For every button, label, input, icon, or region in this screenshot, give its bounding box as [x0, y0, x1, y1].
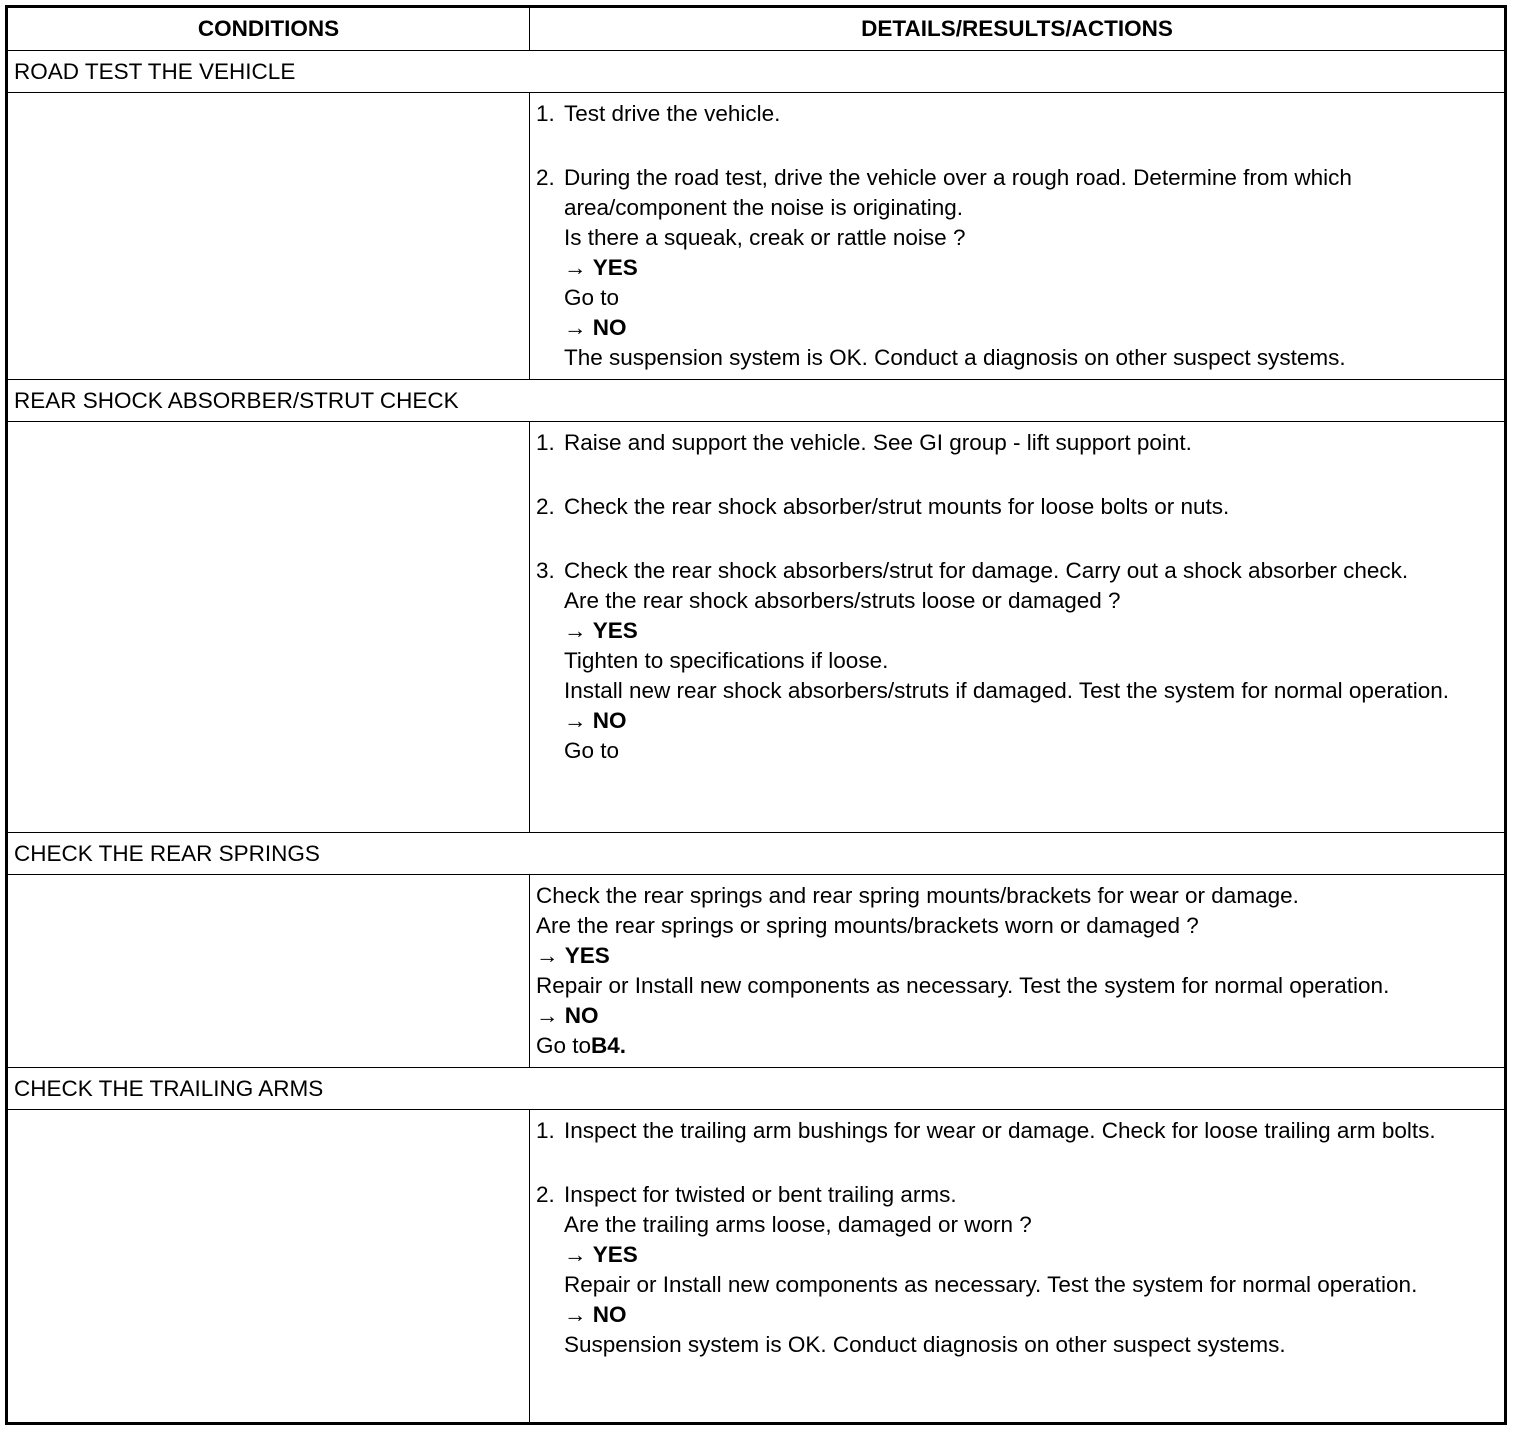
step-text: Inspect for twisted or bent trailing arms.: [564, 1182, 957, 1207]
section-shock-absorber: [7, 380, 1506, 422]
step-item: [536, 492, 1496, 522]
step-text: Inspect the trailing arm bushings for wear or damage. Check for loose trailing arm bolts.: [564, 1118, 1436, 1143]
step-number: 1.: [536, 101, 555, 126]
step-text: During the road test, drive the vehicle over a rough road. Determine from which area/component the noise is originating.: [564, 165, 1352, 220]
no-branch: [564, 313, 1496, 343]
step-item: [536, 1180, 1496, 1360]
step-text: Test drive the vehicle.: [564, 101, 781, 126]
yes-action: Tighten to specifications if loose.: [564, 648, 889, 673]
step-number: 3.: [536, 558, 555, 583]
step-number: 1.: [536, 1118, 555, 1143]
no-branch: [564, 706, 1496, 736]
no-label: NO: [564, 1003, 599, 1028]
yes-label: YES: [592, 618, 638, 643]
diagnostic-page: [5, 5, 1507, 1425]
arrow-icon: →: [564, 1302, 587, 1327]
conditions-cell: [7, 93, 530, 380]
yes-action: Go to: [564, 285, 620, 310]
conditions-cell: [7, 875, 530, 1068]
conditions-header: CONDITIONS: [7, 7, 530, 51]
yes-branch: [536, 941, 1496, 971]
step-item: [536, 163, 1496, 373]
section-body-rear-springs: [7, 875, 1506, 1068]
no-label: NO: [592, 315, 627, 340]
arrow-icon: →: [564, 618, 587, 643]
step-number: 1.: [536, 430, 555, 455]
details-header: DETAILS/RESULTS/ACTIONS: [530, 7, 1506, 51]
arrow-icon: →: [536, 943, 559, 968]
section-body-road-test: [7, 93, 1506, 380]
no-label: NO: [592, 708, 627, 733]
header-row: [7, 7, 1506, 51]
yes-label: YES: [564, 943, 610, 968]
section-title: CHECK THE REAR SPRINGS: [7, 833, 1506, 875]
question-text: Is there a squeak, creak or rattle noise ?: [564, 225, 966, 250]
step-item: [536, 1116, 1496, 1146]
conditions-cell: [7, 1110, 530, 1424]
question-text: Are the trailing arms loose, damaged or worn ?: [564, 1212, 1032, 1237]
yes-action: Repair or Install new components as necessary. Test the system for normal operation.: [536, 973, 1390, 998]
question-text: Are the rear springs or spring mounts/brackets worn or damaged ?: [536, 913, 1199, 938]
arrow-icon: →: [564, 255, 587, 280]
yes-label: YES: [592, 1242, 638, 1267]
arrow-icon: →: [564, 1242, 587, 1267]
step-item: [536, 99, 1496, 129]
details-cell: [530, 875, 1506, 1068]
details-cell: [530, 422, 1506, 833]
arrow-icon: →: [564, 315, 587, 340]
question-text: Are the rear shock absorbers/struts loose or damaged ?: [564, 588, 1121, 613]
step-number: 2.: [536, 494, 555, 519]
yes-branch: [564, 253, 1496, 283]
no-branch: [564, 1300, 1496, 1330]
step-text: Raise and support the vehicle. See GI group - lift support point.: [564, 430, 1192, 455]
step-item: [536, 556, 1496, 766]
arrow-icon: →: [564, 708, 587, 733]
no-label: NO: [592, 1302, 627, 1327]
step-text: Check the rear springs and rear spring mounts/brackets for wear or damage.: [536, 883, 1299, 908]
yes-branch: [564, 1240, 1496, 1270]
details-cell: [530, 1110, 1506, 1424]
step-reference: B4.: [591, 1033, 627, 1058]
no-branch: [536, 1001, 1496, 1031]
arrow-icon: →: [536, 1003, 559, 1028]
no-action: [536, 1031, 1496, 1061]
step-number: 2.: [536, 1182, 555, 1207]
section-road-test: [7, 51, 1506, 93]
section-body-trailing-arms: [7, 1110, 1506, 1424]
yes-branch: [564, 616, 1496, 646]
yes-action: Install new rear shock absorbers/struts if damaged. Test the system for normal operation.: [564, 678, 1449, 703]
step-text: Check the rear shock absorbers/strut for damage. Carry out a shock absorber check.: [564, 558, 1409, 583]
yes-label: YES: [592, 255, 638, 280]
diagnostic-table: [5, 5, 1507, 1425]
yes-action: Repair or Install new components as necessary. Test the system for normal operation.: [564, 1272, 1418, 1297]
step-number: 2.: [536, 165, 555, 190]
no-action: The suspension system is OK. Conduct a diagnosis on other suspect systems.: [564, 345, 1346, 370]
section-title: ROAD TEST THE VEHICLE: [7, 51, 1506, 93]
section-title: CHECK THE TRAILING ARMS: [7, 1068, 1506, 1110]
section-title: REAR SHOCK ABSORBER/STRUT CHECK: [7, 380, 1506, 422]
no-action: Suspension system is OK. Conduct diagnosis on other suspect systems.: [564, 1332, 1286, 1357]
step-text: Check the rear shock absorber/strut mounts for loose bolts or nuts.: [564, 494, 1230, 519]
section-rear-springs: [7, 833, 1506, 875]
section-trailing-arms: [7, 1068, 1506, 1110]
section-body-shock-absorber: [7, 422, 1506, 833]
conditions-cell: [7, 422, 530, 833]
no-action-text: Go to: [536, 1033, 592, 1058]
no-action: Go to: [564, 738, 620, 763]
step-item: [536, 428, 1496, 458]
details-cell: [530, 93, 1506, 380]
